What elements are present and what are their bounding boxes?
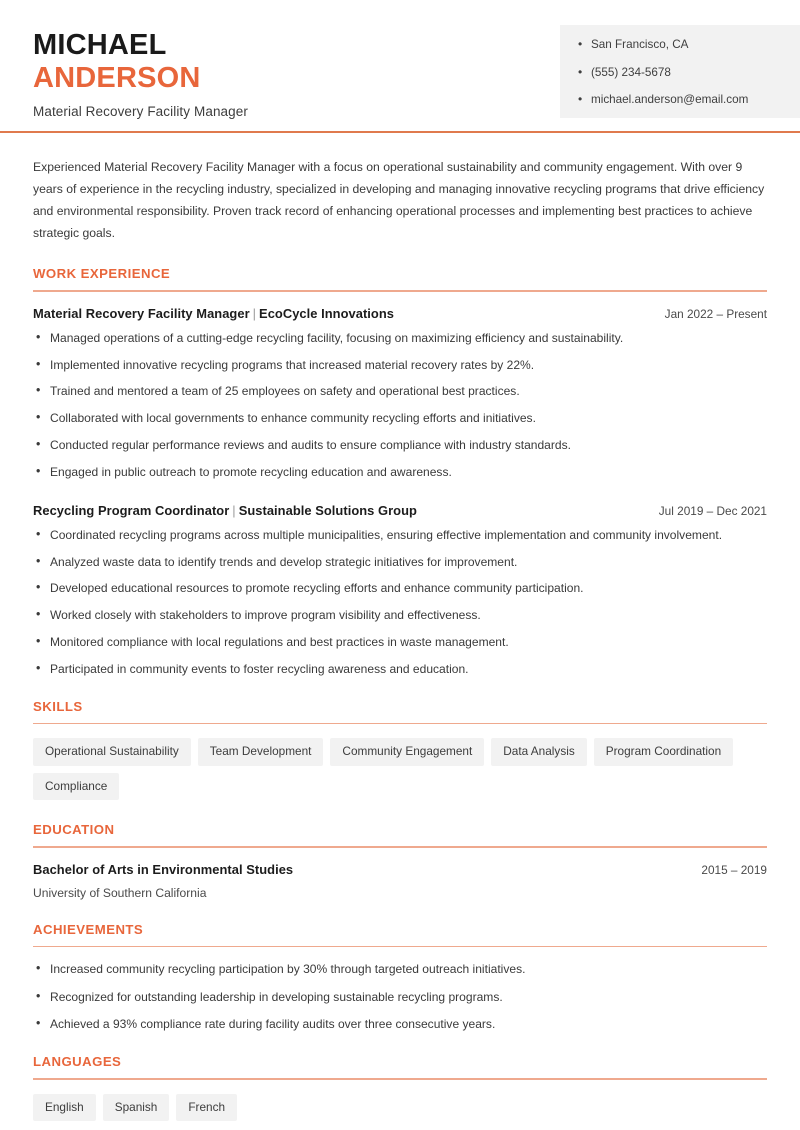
resume-body <box>0 133 800 1121</box>
job-title: Material Recovery Facility Manager <box>33 103 248 119</box>
skill-chip: Community Engagement <box>330 738 484 766</box>
contact-location: • San Francisco, CA <box>578 39 784 51</box>
title-separator: | <box>252 305 257 321</box>
skill-chip: Team Development <box>198 738 324 766</box>
section-languages <box>33 1054 767 1121</box>
skill-chip: Data Analysis <box>491 738 586 766</box>
section-skills <box>33 699 767 801</box>
achievements-list <box>33 961 767 1032</box>
experience-role: Recycling Program Coordinator <box>33 502 230 518</box>
languages-chip-list <box>33 1094 767 1122</box>
section-title-work-experience: WORK EXPERIENCE <box>33 266 171 282</box>
contact-list <box>578 39 784 106</box>
section-title-achievements: ACHIEVEMENTS <box>33 921 144 937</box>
education-date: 2015 – 2019 <box>701 862 767 877</box>
section-work-experience <box>33 266 767 677</box>
bullet-item: • Developed educational resources to promote recycling efforts and enhance community participation. <box>33 580 767 596</box>
experience-bullets <box>33 527 767 677</box>
section-rule-work-experience <box>33 290 767 292</box>
bullet-item: • Managed operations of a cutting-edge recycling facility, focusing on maximizing efficiency and sustainability. <box>33 330 767 346</box>
experience-entry <box>33 503 767 677</box>
section-rule-education <box>33 846 767 848</box>
section-rule-achievements <box>33 946 767 948</box>
bullet-item: • Participated in community events to foster recycling awareness and education. <box>33 661 767 677</box>
language-chip: French <box>176 1094 237 1122</box>
experience-date: Jan 2022 – Present <box>664 306 767 321</box>
full-name <box>33 29 248 95</box>
section-rule-skills <box>33 723 767 725</box>
resume-header <box>0 0 800 133</box>
education-degree: Bachelor of Arts in Environmental Studies <box>33 861 294 877</box>
bullet-item: • Trained and mentored a team of 25 employees on safety and operational best practices. <box>33 383 767 399</box>
experience-date: Jul 2019 – Dec 2021 <box>658 503 767 518</box>
achievement-item: • Achieved a 93% compliance rate during facility audits over three consecutive years. <box>33 1016 767 1032</box>
contact-phone[interactable]: • (555) 234-5678 <box>578 67 784 79</box>
skill-chip: Compliance <box>33 773 119 801</box>
contact-box <box>560 25 800 118</box>
bullet-item: • Engaged in public outreach to promote recycling education and awareness. <box>33 464 767 480</box>
language-chip: Spanish <box>103 1094 170 1122</box>
bullet-item: • Analyzed waste data to identify trends and develop strategic initiatives for improvement. <box>33 554 767 570</box>
header-divider <box>0 131 800 133</box>
bullet-item: • Conducted regular performance reviews and audits to ensure compliance with industry standards. <box>33 437 767 453</box>
section-rule-languages <box>33 1078 767 1080</box>
achievement-item: • Increased community recycling participation by 30% through targeted outreach initiatives. <box>33 961 767 977</box>
skill-chip: Program Coordination <box>594 738 733 766</box>
section-achievements <box>33 922 767 1032</box>
experience-company: Sustainable Solutions Group <box>238 502 417 518</box>
education-school: University of Southern California <box>33 885 207 900</box>
section-title-education: EDUCATION <box>33 822 115 838</box>
bullet-item: • Collaborated with local governments to enhance community recycling efforts and initiatives. <box>33 410 767 426</box>
last-name: ANDERSON <box>33 61 201 94</box>
professional-summary: Experienced Material Recovery Facility Manager with a focus on operational sustainability and community engagement. With over 9 years of experience in the recycling industry, specialized in developing and managing innovative recycling programs that drive efficiency and environmental responsibility. Proven track record of enhancing operational processes and implementing best practices to achieve strategic goals. <box>33 160 765 241</box>
language-chip: English <box>33 1094 96 1122</box>
section-title-skills: SKILLS <box>33 698 83 714</box>
education-entry <box>33 862 767 900</box>
skills-chip-list <box>33 738 767 800</box>
bullet-item: • Implemented innovative recycling programs that increased material recovery rates by 22%. <box>33 357 767 373</box>
section-education <box>33 822 767 900</box>
experience-bullets <box>33 330 767 480</box>
achievement-item: • Recognized for outstanding leadership in developing sustainable recycling programs. <box>33 989 767 1005</box>
experience-entry <box>33 306 767 480</box>
bullet-item: • Monitored compliance with local regulations and best practices in waste management. <box>33 634 767 650</box>
section-title-languages: LANGUAGES <box>33 1054 122 1070</box>
bullet-item: • Coordinated recycling programs across multiple municipalities, ensuring effective implementation and community involvement. <box>33 527 767 543</box>
experience-title <box>33 306 394 321</box>
first-name: MICHAEL <box>33 29 167 61</box>
title-separator: | <box>232 502 236 518</box>
experience-company: EcoCycle Innovations <box>259 305 395 321</box>
experience-title <box>33 503 417 518</box>
experience-role: Material Recovery Facility Manager <box>33 305 250 321</box>
bullet-item: • Worked closely with stakeholders to improve program visibility and effectiveness. <box>33 607 767 623</box>
skill-chip: Operational Sustainability <box>33 738 191 766</box>
contact-email[interactable]: • michael.anderson@email.com <box>578 94 784 106</box>
identity-block <box>0 24 248 119</box>
